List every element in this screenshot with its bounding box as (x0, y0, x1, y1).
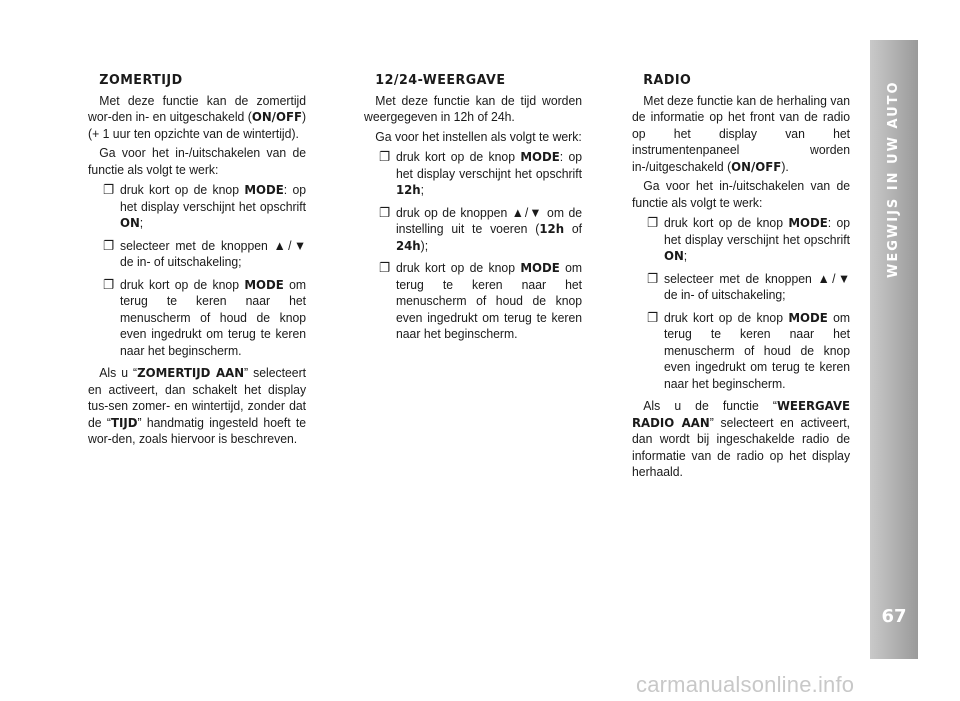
text-run: Als u de functie “ (643, 398, 777, 413)
text-run: om terug te keren naar het menuscherm of houd de knop even ingedrukt om terug te keren naar het beginscherm. (663, 309, 851, 391)
bold-term: ON (663, 248, 684, 263)
column-radio (632, 72, 850, 484)
checkbox-bullet-icon: ❐ (103, 276, 114, 292)
bold-term: 24h (395, 237, 421, 253)
step-item (632, 215, 850, 265)
intro-paragraph (88, 93, 306, 143)
step-list (632, 215, 850, 392)
instruction-paragraph: Ga voor het in-/uitschakelen van de functie als volgt te werk: (88, 145, 307, 177)
text-run: Met deze functie kan de zomertijd wor-den in- en uitgeschakeld ( (88, 92, 307, 124)
bold-term: TIJD (110, 414, 138, 430)
text-run: ; (683, 248, 688, 263)
text-run: ” handmatig ingesteld hoeft te wor-den, zoals hiervoor is beschreven. (88, 414, 307, 446)
step-item (88, 277, 306, 360)
bold-term: MODE (520, 260, 560, 275)
text-run: selecteer met de knoppen ▲/▼ de in- of uitschakeling; (119, 237, 307, 269)
step-item (632, 310, 850, 393)
text-run: ; (420, 182, 425, 197)
column-12-24-weergave (364, 72, 582, 349)
closing-paragraph (632, 398, 850, 481)
bold-term: MODE (788, 309, 828, 325)
text-run: druk kort op de knop (395, 260, 521, 275)
text-run: druk kort op de knop (119, 276, 245, 292)
text-run: : op het display verschijnt het opschrift (119, 182, 307, 214)
text-run: Als u “ (99, 365, 138, 380)
watermark: carmanualsonline.info (636, 672, 855, 697)
step-list (88, 182, 306, 359)
step-item (632, 271, 850, 304)
intro-paragraph (364, 93, 582, 126)
step-item (364, 149, 582, 199)
checkbox-bullet-icon: ❐ (379, 149, 390, 164)
text-run: : op het display verschijnt het opschrift (395, 149, 583, 181)
bold-term: ON/OFF (251, 109, 302, 124)
bold-term: 12h (539, 221, 565, 236)
closing-paragraph (88, 365, 306, 448)
text-run: ) (+ 1 uur ten opzichte van de wintertijd). (88, 109, 307, 141)
checkbox-bullet-icon: ❐ (103, 237, 114, 253)
text-run: druk op de knoppen ▲/▼ om de instelling uit te voeren ( (395, 204, 583, 236)
instruction-paragraph: Ga voor het in-/uitschakelen van de functie als volgt te werk: (632, 178, 851, 210)
text-run: selecteer met de knoppen ▲/▼ de in- of uitschakeling; (663, 270, 851, 302)
text-run: ; (139, 215, 144, 230)
step-item (364, 260, 582, 343)
text-run: Met deze functie kan de herhaling van de informatie op het front van de radio op het display van het instrumentenpaneel worden in-/uitgeschakeld ( (632, 92, 851, 174)
section-heading: 12/24-WEERGAVE (375, 72, 506, 88)
bold-term: MODE (520, 149, 560, 164)
text-run: om terug te keren naar het menuscherm of houd de knop even ingedrukt om terug te keren naar het beginscherm. (119, 276, 307, 358)
bold-term: MODE (788, 215, 828, 230)
checkbox-bullet-icon: ❐ (379, 204, 390, 220)
text-run: om terug te keren naar het menuscherm of houd de knop even ingedrukt om terug te keren naar het beginscherm. (395, 260, 583, 341)
text-run: ). (781, 158, 789, 174)
step-item (364, 205, 582, 255)
text-run: of (564, 221, 583, 236)
section-heading: ZOMERTIJD (99, 72, 183, 88)
text-run: druk kort op de knop (663, 309, 789, 325)
step-item (88, 182, 306, 232)
page-number: 67 (881, 606, 907, 627)
bold-term: ON/OFF (731, 158, 782, 174)
checkbox-bullet-icon: ❐ (647, 309, 658, 325)
text-run: ); (420, 237, 429, 253)
text-run: ” selecteert en activeert, dan wordt bij ingeschakelde radio de informatie van de radio op het display herhaald. (632, 414, 851, 479)
bold-term: WEERGAVE RADIO AAN (632, 398, 851, 430)
intro-paragraph (632, 93, 850, 176)
text-run: Met deze functie kan de tijd worden weergegeven in 12h of 24h. (364, 92, 583, 124)
instruction-paragraph: Ga voor het instellen als volgt te werk: (375, 128, 582, 144)
bold-term: MODE (244, 276, 284, 292)
text-run: ” selecteert en activeert, dan schakelt het display tus-sen zomer- en wintertijd, zonder dat de “ (88, 365, 307, 430)
text-run: druk kort op de knop (395, 149, 521, 164)
checkbox-bullet-icon: ❐ (103, 182, 114, 197)
bold-term: ON (119, 215, 140, 230)
text-run: : op het display verschijnt het opschrift (663, 215, 851, 247)
checkbox-bullet-icon: ❐ (379, 260, 390, 275)
text-run: druk kort op de knop (119, 182, 245, 197)
step-item (88, 238, 306, 271)
chapter-title: WEGWIJS IN UW AUTO (886, 80, 901, 278)
bold-term: MODE (244, 182, 284, 197)
column-zomertijd (88, 72, 306, 451)
checkbox-bullet-icon: ❐ (647, 215, 658, 230)
text-run: druk kort op de knop (663, 215, 789, 230)
bold-term: 12h (395, 182, 421, 197)
bold-term: ZOMERTIJD AAN (137, 365, 245, 380)
checkbox-bullet-icon: ❐ (647, 270, 658, 286)
section-heading: RADIO (643, 72, 692, 88)
step-list (364, 149, 582, 343)
